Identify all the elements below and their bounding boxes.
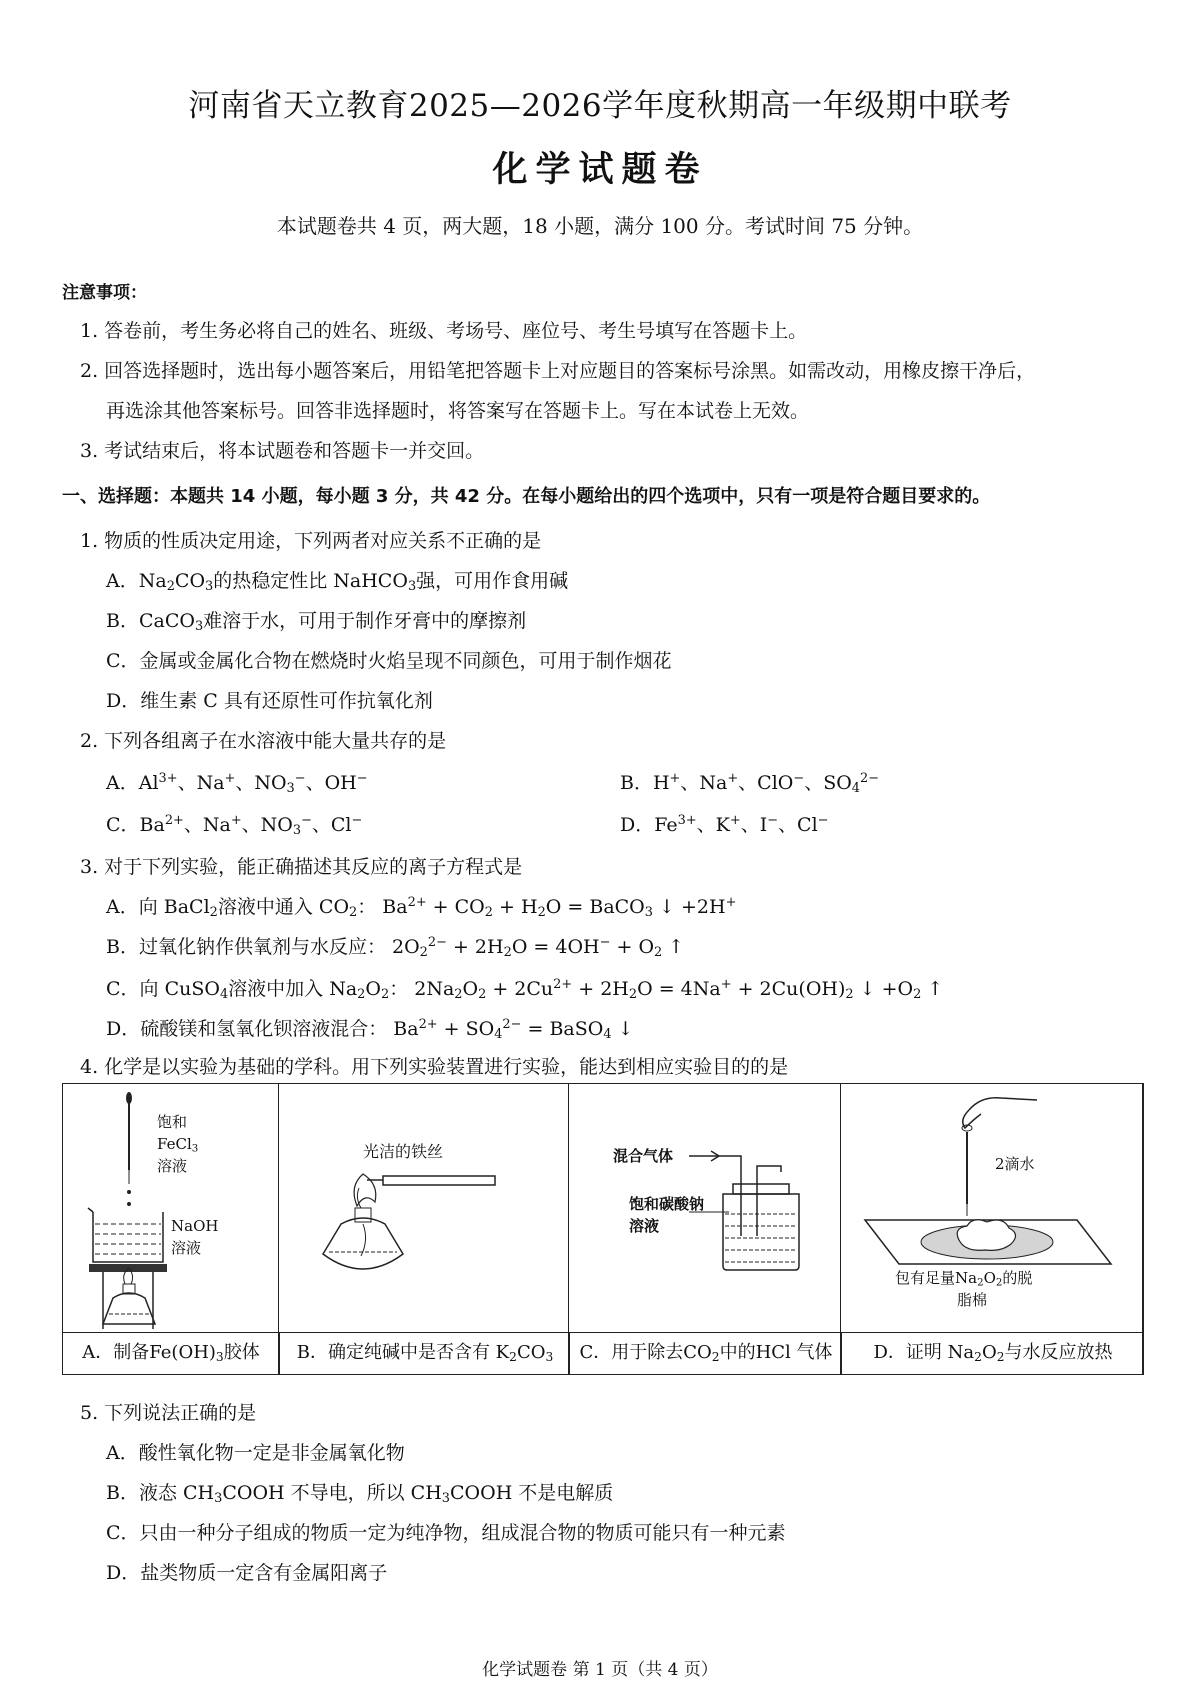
q4-caption-row xyxy=(63,1332,1143,1375)
exam-subtitle: 化学试题卷 xyxy=(492,149,708,190)
gas-washing-bottle-icon xyxy=(569,1084,841,1332)
q5-option-d: D．盐类物质一定含有金属阳离子 xyxy=(106,1562,388,1584)
q3-option-a: A．向 BaCl$_2$溶液中通入 $CO_2$： $Ba^{2+} + CO_2 + H_2O$ = BaCO$_3$ ↓ +2H+ xyxy=(106,894,737,921)
q4-apparatus-table xyxy=(62,1083,1144,1375)
fig-a-label-1: 饱和 xyxy=(157,1113,188,1131)
section-1-heading: 一、选择题：本题共 14 小题，每小题 3 分，共 42 分。在每小题给出的四个选项中，只有一项是符合题目要求的。 xyxy=(62,486,991,507)
q2-stem: 2. 下列各组离子在水溶液中能大量共存的是 xyxy=(80,730,447,752)
fig-d-label-3: 脂棉 xyxy=(957,1291,988,1309)
exam-title: 河南省天立教育2025—2026学年度秋期高一年级期中联考 xyxy=(188,88,1012,124)
fig-b-label-1: 光洁的铁丝 xyxy=(363,1142,444,1161)
q4-option-a: A．制备$Fe(OH)_3$胶体 xyxy=(82,1342,260,1365)
q2-option-a: A．$Al^{3+}$、Na+、$NO_3^-$、OH− xyxy=(106,770,368,797)
q4-figure-d xyxy=(841,1084,1143,1374)
q5-stem: 5. 下列说法正确的是 xyxy=(80,1402,257,1424)
q2-option-d: D．$Fe^{3+}$、K+、I−、Cl− xyxy=(620,812,829,836)
cotton-water-drop-icon xyxy=(841,1084,1143,1332)
fig-a-label-2: FeCl$_3$ xyxy=(157,1135,199,1155)
note-2b: 再选涂其他答案标号。回答非选择题时，将答案写在答题卡上。写在本试卷上无效。 xyxy=(106,400,810,422)
fig-c-label-3: 溶液 xyxy=(629,1217,660,1235)
q4-figure-c xyxy=(569,1084,841,1374)
q4-option-c: C．用于除去$CO_2$中的HCl 气体 xyxy=(569,1333,842,1375)
q1-option-b: B．CaCO$_3$难溶于水，可用于制作牙膏中的摩擦剂 xyxy=(106,610,527,635)
fig-a-label-3: 溶液 xyxy=(157,1157,188,1175)
q3-option-b: B．过氧化钠作供氧剂与水反应： $2O_2^{2-} + 2H_2O = 4OH^- + O_2$ ↑ xyxy=(106,934,685,961)
fig-a-label-4: NaOH xyxy=(171,1217,219,1235)
note-1: 1. 答卷前，考生务必将自己的姓名、班级、考场号、座位号、考生号填写在答题卡上。 xyxy=(80,320,808,342)
exam-intro: 本试题卷共 4 页，两大题，18 小题，满分 100 分。考试时间 75 分钟。 xyxy=(276,214,924,238)
notes-heading: 注意事项： xyxy=(62,283,147,303)
fig-c-label-1: 混合气体 xyxy=(613,1147,674,1165)
q1-option-a: A．$Na_2CO_3$的热稳定性比 NaHCO$_3$强，可用作食用碱 xyxy=(106,570,569,595)
q4-option-d: D．证明 $Na_2O_2$与水反应放热 xyxy=(841,1333,1144,1375)
q4-figure-a xyxy=(63,1084,279,1374)
flame-test-apparatus-icon xyxy=(279,1084,569,1332)
q5-option-a: A．酸性氧化物一定是非金属氧化物 xyxy=(106,1442,405,1464)
q5-option-b: B．液态 $CH_3COOH$ 不导电，所以 $CH_3COOH$ 不是电解质 xyxy=(106,1482,614,1507)
q2-option-c: C．$Ba^{2+}$、Na+、$NO_3^-$、Cl− xyxy=(106,812,363,839)
page-footer: 化学试题卷 第 1 页（共 4 页） xyxy=(482,1660,718,1680)
q2-option-b: B．H+、Na+、ClO−、$SO_4^{2-}$ xyxy=(620,770,880,797)
fig-d-label-1: 2滴水 xyxy=(995,1155,1035,1173)
q1-option-d: D．维生素 C 具有还原性可作抗氧化剂 xyxy=(106,690,433,712)
q4-stem: 4. 化学是以实验为基础的学科。用下列实验装置进行实验，能达到相应实验目的的是 xyxy=(80,1056,789,1078)
q1-stem: 1. 物质的性质决定用途，下列两者对应关系不正确的是 xyxy=(80,530,542,552)
fig-c-label-2: 饱和碳酸钠 xyxy=(629,1195,705,1213)
q3-stem: 3. 对于下列实验，能正确描述其反应的离子方程式是 xyxy=(80,856,523,878)
q1-option-c: C．金属或金属化合物在燃烧时火焰呈现不同颜色，可用于制作烟花 xyxy=(106,650,672,672)
fig-d-label-2: 包有足量$Na_2O_2$的脱 xyxy=(895,1269,1033,1289)
q5-option-c: C．只由一种分子组成的物质一定为纯净物，组成混合物的物质可能只有一种元素 xyxy=(106,1522,786,1544)
note-2a: 2. 回答选择题时，选出每小题答案后，用铅笔把答题卡上对应题目的答案标号涂黑。如需改动，用橡皮擦干净后， xyxy=(80,360,1036,382)
q4-figure-b xyxy=(279,1084,569,1374)
fig-a-label-5: 溶液 xyxy=(171,1239,202,1257)
q4-option-b: B．确定纯碱中是否含有 $K_2CO_3$ xyxy=(279,1333,570,1375)
q3-option-c: C．向 CuSO$_4$溶液中加入 $Na_2O_2$： $2Na_2O_2 + 2Cu^{2+} + 2H_2O = 4Na^+ + 2Cu(OH)_2$ ↓ $+O_2$ ↑ xyxy=(106,976,944,1003)
note-3: 3. 考试结束后，将本试题卷和答题卡一并交回。 xyxy=(80,440,485,462)
q3-option-d: D．硫酸镁和氢氧化钡溶液混合： $Ba^{2+} + SO_4^{2-}$ = BaSO$_4$ ↓ xyxy=(106,1016,634,1043)
